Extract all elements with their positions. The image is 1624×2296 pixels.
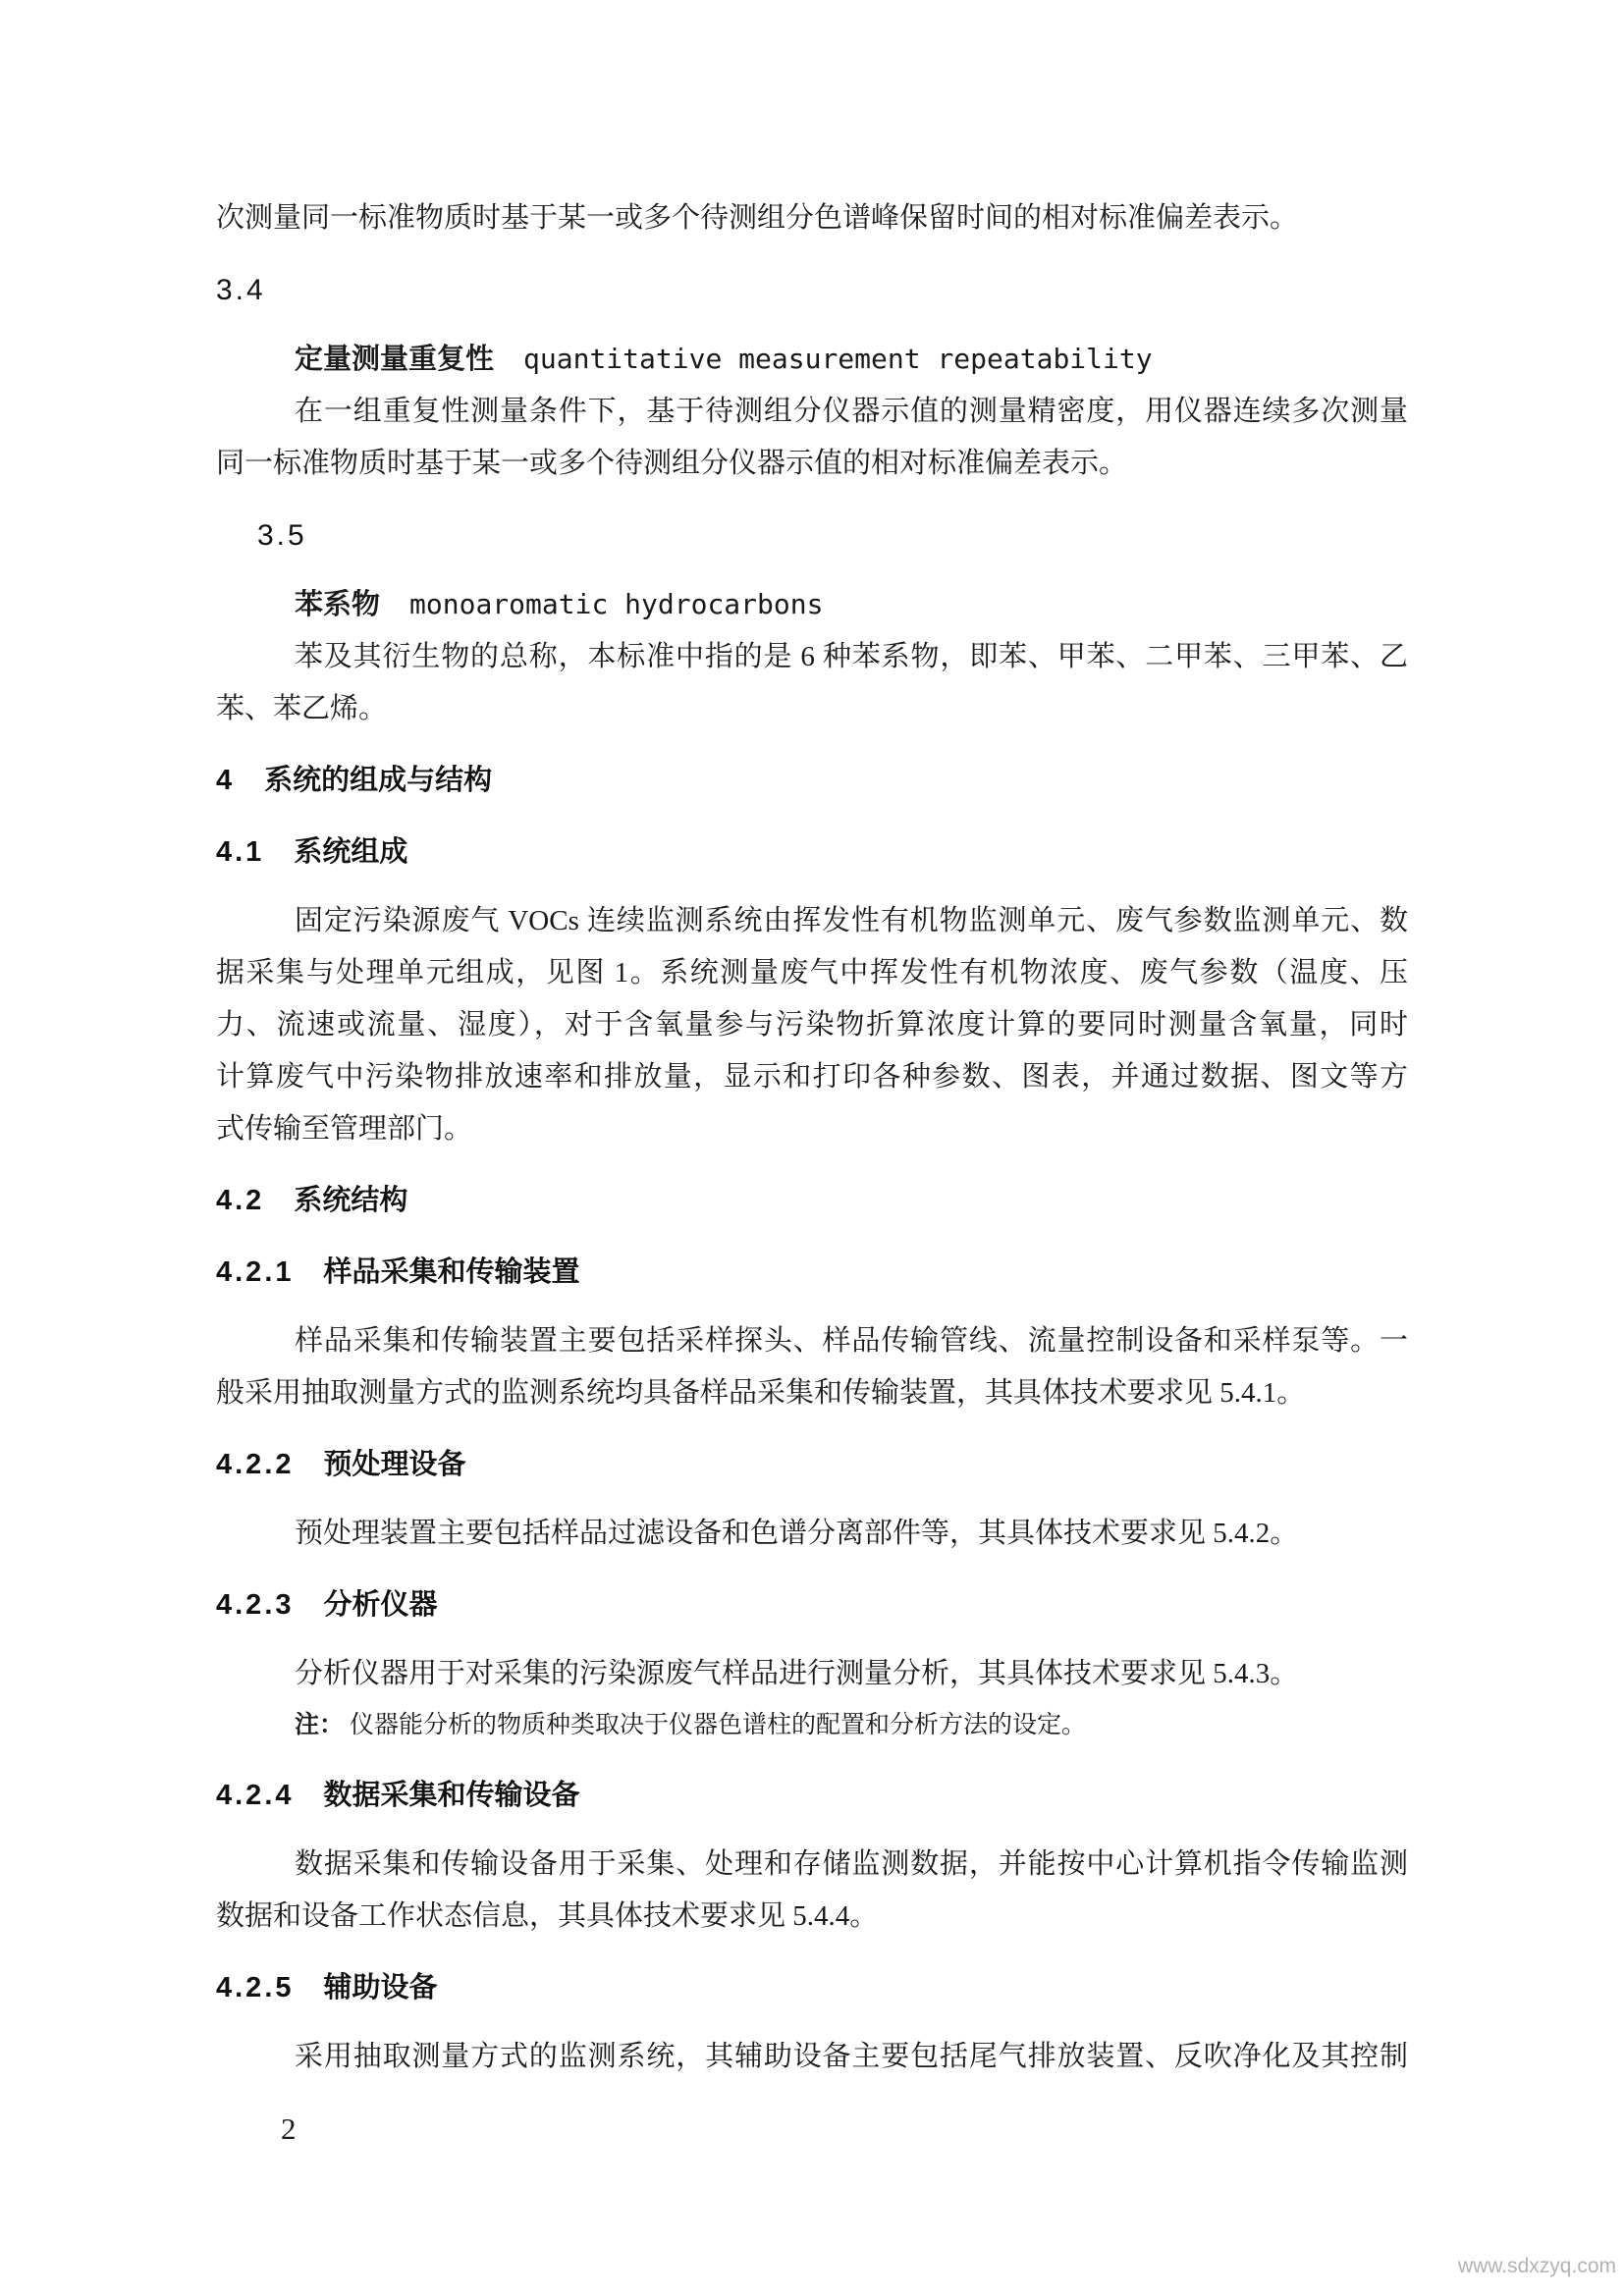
section-number: 4.2.5 (216, 1972, 295, 2003)
term-line-3-5 (216, 578, 1408, 631)
section-number: 4.2.3 (216, 1589, 295, 1621)
section-heading-4-2-5 (216, 1962, 1408, 2014)
section-title: 预处理设备 (323, 1449, 466, 1480)
paragraph-line: 样品采集和传输装置主要包括采样探头、样品传输管线、流量控制设备和采样泵等。一 (295, 1325, 1408, 1357)
paragraph-line: 固定污染源废气 VOCs 连续监测系统由挥发性有机物监测单元、废气参数监测单元、数 (295, 905, 1408, 936)
paragraph-line: 分析仪器用于对采集的污染源废气样品进行测量分析，其具体技术要求见 5.4.3。 (295, 1658, 1299, 1689)
section-heading-4 (216, 755, 1408, 807)
section-heading-4-2 (216, 1175, 1408, 1227)
section-heading-4-2-1 (216, 1247, 1408, 1299)
watermark: www.sdxzyq.com (1457, 2255, 1616, 2277)
paragraph-line: 数据采集和传输设备用于采集、处理和存储监测数据，并能按中心计算机指令传输监测 (295, 1848, 1408, 1880)
section-heading-4-2-4 (216, 1770, 1408, 1822)
section-title: 样品采集和传输装置 (323, 1256, 580, 1288)
term-zh-3-4: 定量测量重复性 (295, 344, 495, 375)
section-title: 辅助设备 (323, 1972, 438, 2003)
note-line (216, 1700, 1408, 1750)
page-number: 2 (281, 2111, 297, 2146)
paragraph-line: 在一组重复性测量条件下，基于待测组分仪器示值的测量精密度，用仪器连续多次测量 (295, 396, 1408, 427)
section-heading-4-2-2 (216, 1439, 1408, 1491)
note-text: 仪器能分析的物质种类取决于仪器色谱柱的配置和分析方法的设定。 (350, 1712, 1087, 1738)
term-en-3-4: quantitative measurement repeatability (523, 343, 1153, 375)
section-title: 系统组成 (294, 836, 408, 868)
paragraph-line: 般采用抽取测量方式的监测系统均具备样品采集和传输装置，其具体技术要求见 5.4.1。 (216, 1377, 1306, 1409)
section-number: 4.2.2 (216, 1449, 295, 1480)
document-content (216, 192, 1408, 2155)
term-en-3-5: monoaromatic hydrocarbons (409, 588, 824, 620)
term-line-3-4 (216, 333, 1408, 386)
paragraph-line: 数据和设备工作状态信息，其具体技术要求见 5.4.4。 (216, 1900, 879, 1932)
note-label: 注： (295, 1711, 345, 1738)
paragraph-line: 苯、苯乙烯。 (216, 693, 388, 724)
paragraph-line: 据采集与处理单元组成，见图 1。系统测量废气中挥发性有机物浓度、废气参数（温度、压 (216, 957, 1408, 988)
paragraph-line: 计算废气中污染物排放速率和排放量，显示和打印各种参数、图表，并通过数据、图文等方 (216, 1061, 1408, 1093)
section-title: 系统的组成与结构 (264, 765, 493, 796)
section-number: 4 (216, 765, 236, 796)
paragraph-line: 苯及其衍生物的总称，本标准中指的是 6 种苯系物，即苯、甲苯、二甲苯、三甲苯、乙 (295, 641, 1408, 672)
paragraph-line: 预处理装置主要包括样品过滤设备和色谱分离部件等，其具体技术要求见 5.4.2。 (295, 1518, 1299, 1549)
section-number: 4.1 (216, 836, 265, 868)
paragraph-line: 同一标准物质时基于某一或多个待测组分仪器示值的相对标准偏差表示。 (216, 448, 1128, 479)
clause-3-5-number: 3.5 (257, 519, 307, 552)
term-zh-3-5: 苯系物 (295, 589, 381, 620)
paragraph-line: 式传输至管理部门。 (216, 1113, 473, 1145)
section-number: 4.2.4 (216, 1780, 295, 1811)
section-heading-4-2-3 (216, 1579, 1408, 1631)
section-number: 4.2 (216, 1185, 265, 1216)
carryover-paragraph-line: 次测量同一标准物质时基于某一或多个待测组分色谱峰保留时间的相对标准偏差表示。 (216, 202, 1299, 234)
section-heading-4-1 (216, 827, 1408, 879)
clause-3-4-number: 3.4 (216, 274, 266, 306)
section-number: 4.2.1 (216, 1256, 295, 1288)
section-title: 分析仪器 (323, 1589, 438, 1621)
paragraph-line: 力、流速或流量、湿度），对于含氧量参与污染物折算浓度计算的要同时测量含氧量，同时 (216, 1009, 1408, 1041)
section-title: 数据采集和传输设备 (323, 1780, 580, 1811)
paragraph-line: 采用抽取测量方式的监测系统，其辅助设备主要包括尾气排放装置、反吹净化及其控制 (295, 2041, 1408, 2072)
section-title: 系统结构 (294, 1185, 408, 1216)
